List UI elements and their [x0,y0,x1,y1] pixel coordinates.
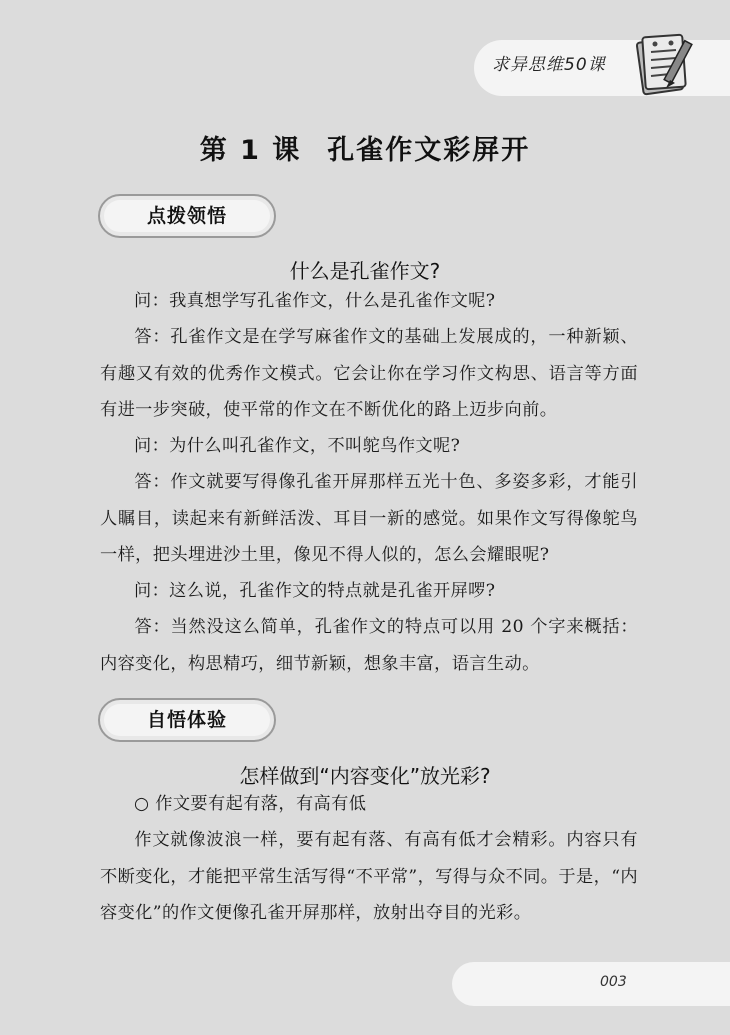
qa-paragraph: 问：为什么叫孔雀作文，不叫鸵鸟作文呢? [134,436,461,456]
point-line: ○ 作文要有起有落，有高有低 [134,794,367,814]
qa-paragraph: 答：当然没这么简单，孔雀作文的特点可以用 20 个字来概括：内容变化，构思精巧，细节新颖，想象丰富，语言生动。 [100,617,638,674]
section-tag-label: 自悟体验 [104,704,270,736]
lesson-number: 第 1 课 [199,135,302,166]
lesson-title-text: 孔雀作文彩屏开 [327,135,531,166]
series-title: 求异思维50课 [492,55,606,75]
lesson-title [0,128,730,167]
qa-paragraph: 问：这么说，孔雀作文的特点就是孔雀开屏啰? [134,581,496,601]
section-heading: 什么是孔雀作文? [289,259,441,283]
section-tag-label: 点拨领悟 [104,200,270,232]
page-number: 003 [600,974,627,990]
page-number-tab [452,962,730,1006]
body-paragraph: 作文就像波浪一样，要有起有落、有高有低才会精彩。内容只有不断变化，才能把平常生活写得“不平常”，写得与众不同。于是，“内容变化”的作文便像孔雀开屏那样，放射出夺目的光彩。 [100,830,638,924]
qa-paragraph: 答：孔雀作文是在学写麻雀作文的基础上发展成的，一种新颖、有趣又有效的优秀作文模式。它会让你在学习作文构思、语言等方面有进一步突破，使平常的作文在不断优化的路上迈步向前。 [100,327,638,421]
section-tag-experience [98,698,276,742]
section-heading: 怎样做到“内容变化”放光彩? [239,764,491,788]
section-tag-insight [98,194,276,238]
notepad-pencil-icon [634,30,698,100]
qa-paragraph: 问：我真想学写孔雀作文，什么是孔雀作文呢? [134,291,496,311]
qa-paragraph: 答：作文就要写得像孔雀开屏那样五光十色、多姿多彩，才能引人瞩目，读起来有新鲜活泼、耳目一新的感觉。如果作文写得像鸵鸟一样，把头埋进沙土里，像见不得人似的，怎么会耀眼呢? [100,472,638,566]
